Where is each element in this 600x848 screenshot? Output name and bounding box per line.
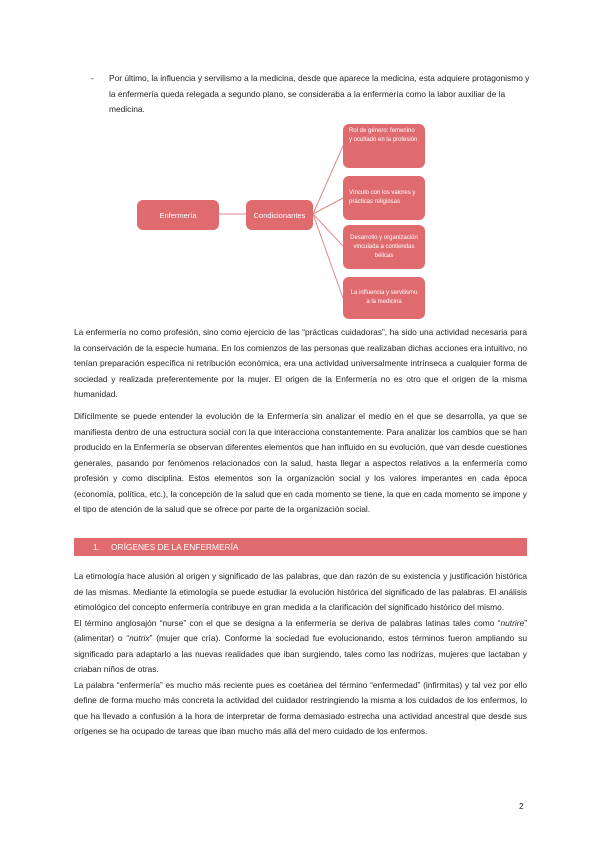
diagram-branch-label-3: Desarrollo y organización vinculada a contiendas bélicas	[350, 234, 418, 259]
paragraph-2: Difícilmente se puede entender la evolución de la Enfermería sin analizar el medio en el que se desarrolla, ya que se manifiesta dentro de una estructura social con la que interacciona constantemente. Para analizar los cambios que se han producido en la Enfermería se observan diferentes elementos que han influido en su evolución, que van desde cuestiones generales, pasando por fenómenos relacionados con la salud, hasta llegar a aspectos relativos a la enfermería como profesión y como disciplina. Estos elementos son la organización social y los valores imperantes en cada época (economía, política, etc.), la concepción de la salud que en cada momento se tiene, la que en cada momento se impone y el tipo de atención de la salud que se ofrece por parte de la organización social.	[74, 411, 528, 514]
section-paragraph-3: La palabra “enfermería” es mucho más reciente pues es coetánea del término “enfermedad” (infirmitas) y tal vez por ello define de forma mucho más concreta la actividad del cuidador restringiendo la misma a los cuidados de los enfermos, lo que ha llevado a confusión a la hora de interpretar de forma demasiado estrecha una actividad ancestral que desde sus orígenes se ha ocupado de tareas que iban mucho más allá del mero cuidado de los enfermos.	[74, 679, 527, 736]
diagram-branch-label-1: Rol de género: femenino y ocultado en la profesión	[349, 128, 418, 143]
diagram-branch-label-4: La influencia y servilismo a la medicina	[350, 290, 418, 305]
section-number: 1.	[93, 542, 100, 552]
bullet-paragraph	[91, 71, 531, 118]
diagram-branch-box-1	[343, 124, 425, 168]
diagram-branch-box-4	[343, 277, 425, 319]
term-nutrire: nutrire	[500, 617, 525, 628]
bullet-dash: -	[91, 73, 94, 83]
section-title: ORÍGENES DE LA ENFERMERÍA	[111, 542, 239, 552]
diagram-branch-box-2	[343, 176, 425, 220]
diagram-root-box	[137, 200, 219, 230]
section-paragraph-2-part-c: ” (mujer que cría). Conforme la sociedad fue evolucionando, estos términos fueron ampliando su significado para adaptarlo a las nuevas realidades que iban surgiendo, tales como las nodrizas, mujeres que lactaban y criaban niños de otras.	[74, 633, 527, 674]
diagram-middle-box	[246, 200, 313, 230]
section-paragraph-1: La etimología hace alusión al origen y significado de las palabras, que dan razón de su existencia y justificación histórica de las mismas. Mediante la etimología se puede estudiar la evolución histórica del significado de las palabras. El análisis etimológico del concepto enfermería contribuye en gran medida a la clarificación del significado histórico del mismo.	[74, 571, 527, 612]
section-paragraph-2-part-b: ” (alimentar) o “	[74, 617, 527, 643]
section-paragraph-2-part-a: El término anglosajón “nurse” con el que se designa a la enfermería se deriva de palabras latinas tales como “	[74, 617, 501, 628]
connector-branch-4	[313, 214, 343, 298]
diagram-root-label: Enfermería	[159, 210, 197, 220]
section-paragraph-2	[74, 616, 527, 678]
diagram-branch-label-2: Vínculo con los valores y prácticas religiosas	[349, 190, 416, 205]
connector-branch-3	[313, 214, 343, 246]
bullet-text: Por último, la influencia y servilismo a la medicina, desde que aparece la medicina, esta adquiere protagonismo y la enfermería queda relegada a segundo plano, se consideraba a la enfermería como la labor auxiliar de la medicina.	[109, 73, 530, 114]
diagram-middle-label: Condicionantes	[253, 210, 306, 220]
page-number: 2	[519, 801, 524, 811]
diagram-branch-box-3	[343, 225, 425, 269]
term-nutrix: nutrix	[129, 633, 150, 643]
paragraph-1: La enfermería no como profesión, sino como ejercicio de las “prácticas cuidadoras”, ha sido una actividad necesaria para la conservación de la especie humana. En los comienzos de las personas que realizaban dichas acciones era intuitivo, no tenían preparación específica ni retribución económica, era una actividad universalmente intrínseca a cualquier forma de sociedad y realizada preferentemente por la mujer. El origen de la Enfermería no es otro que el origen de la misma humanidad.	[74, 327, 527, 399]
section-heading	[74, 538, 527, 556]
connector-branch-2	[313, 198, 343, 214]
connector-branch-1	[313, 146, 343, 214]
section-body	[74, 569, 527, 740]
